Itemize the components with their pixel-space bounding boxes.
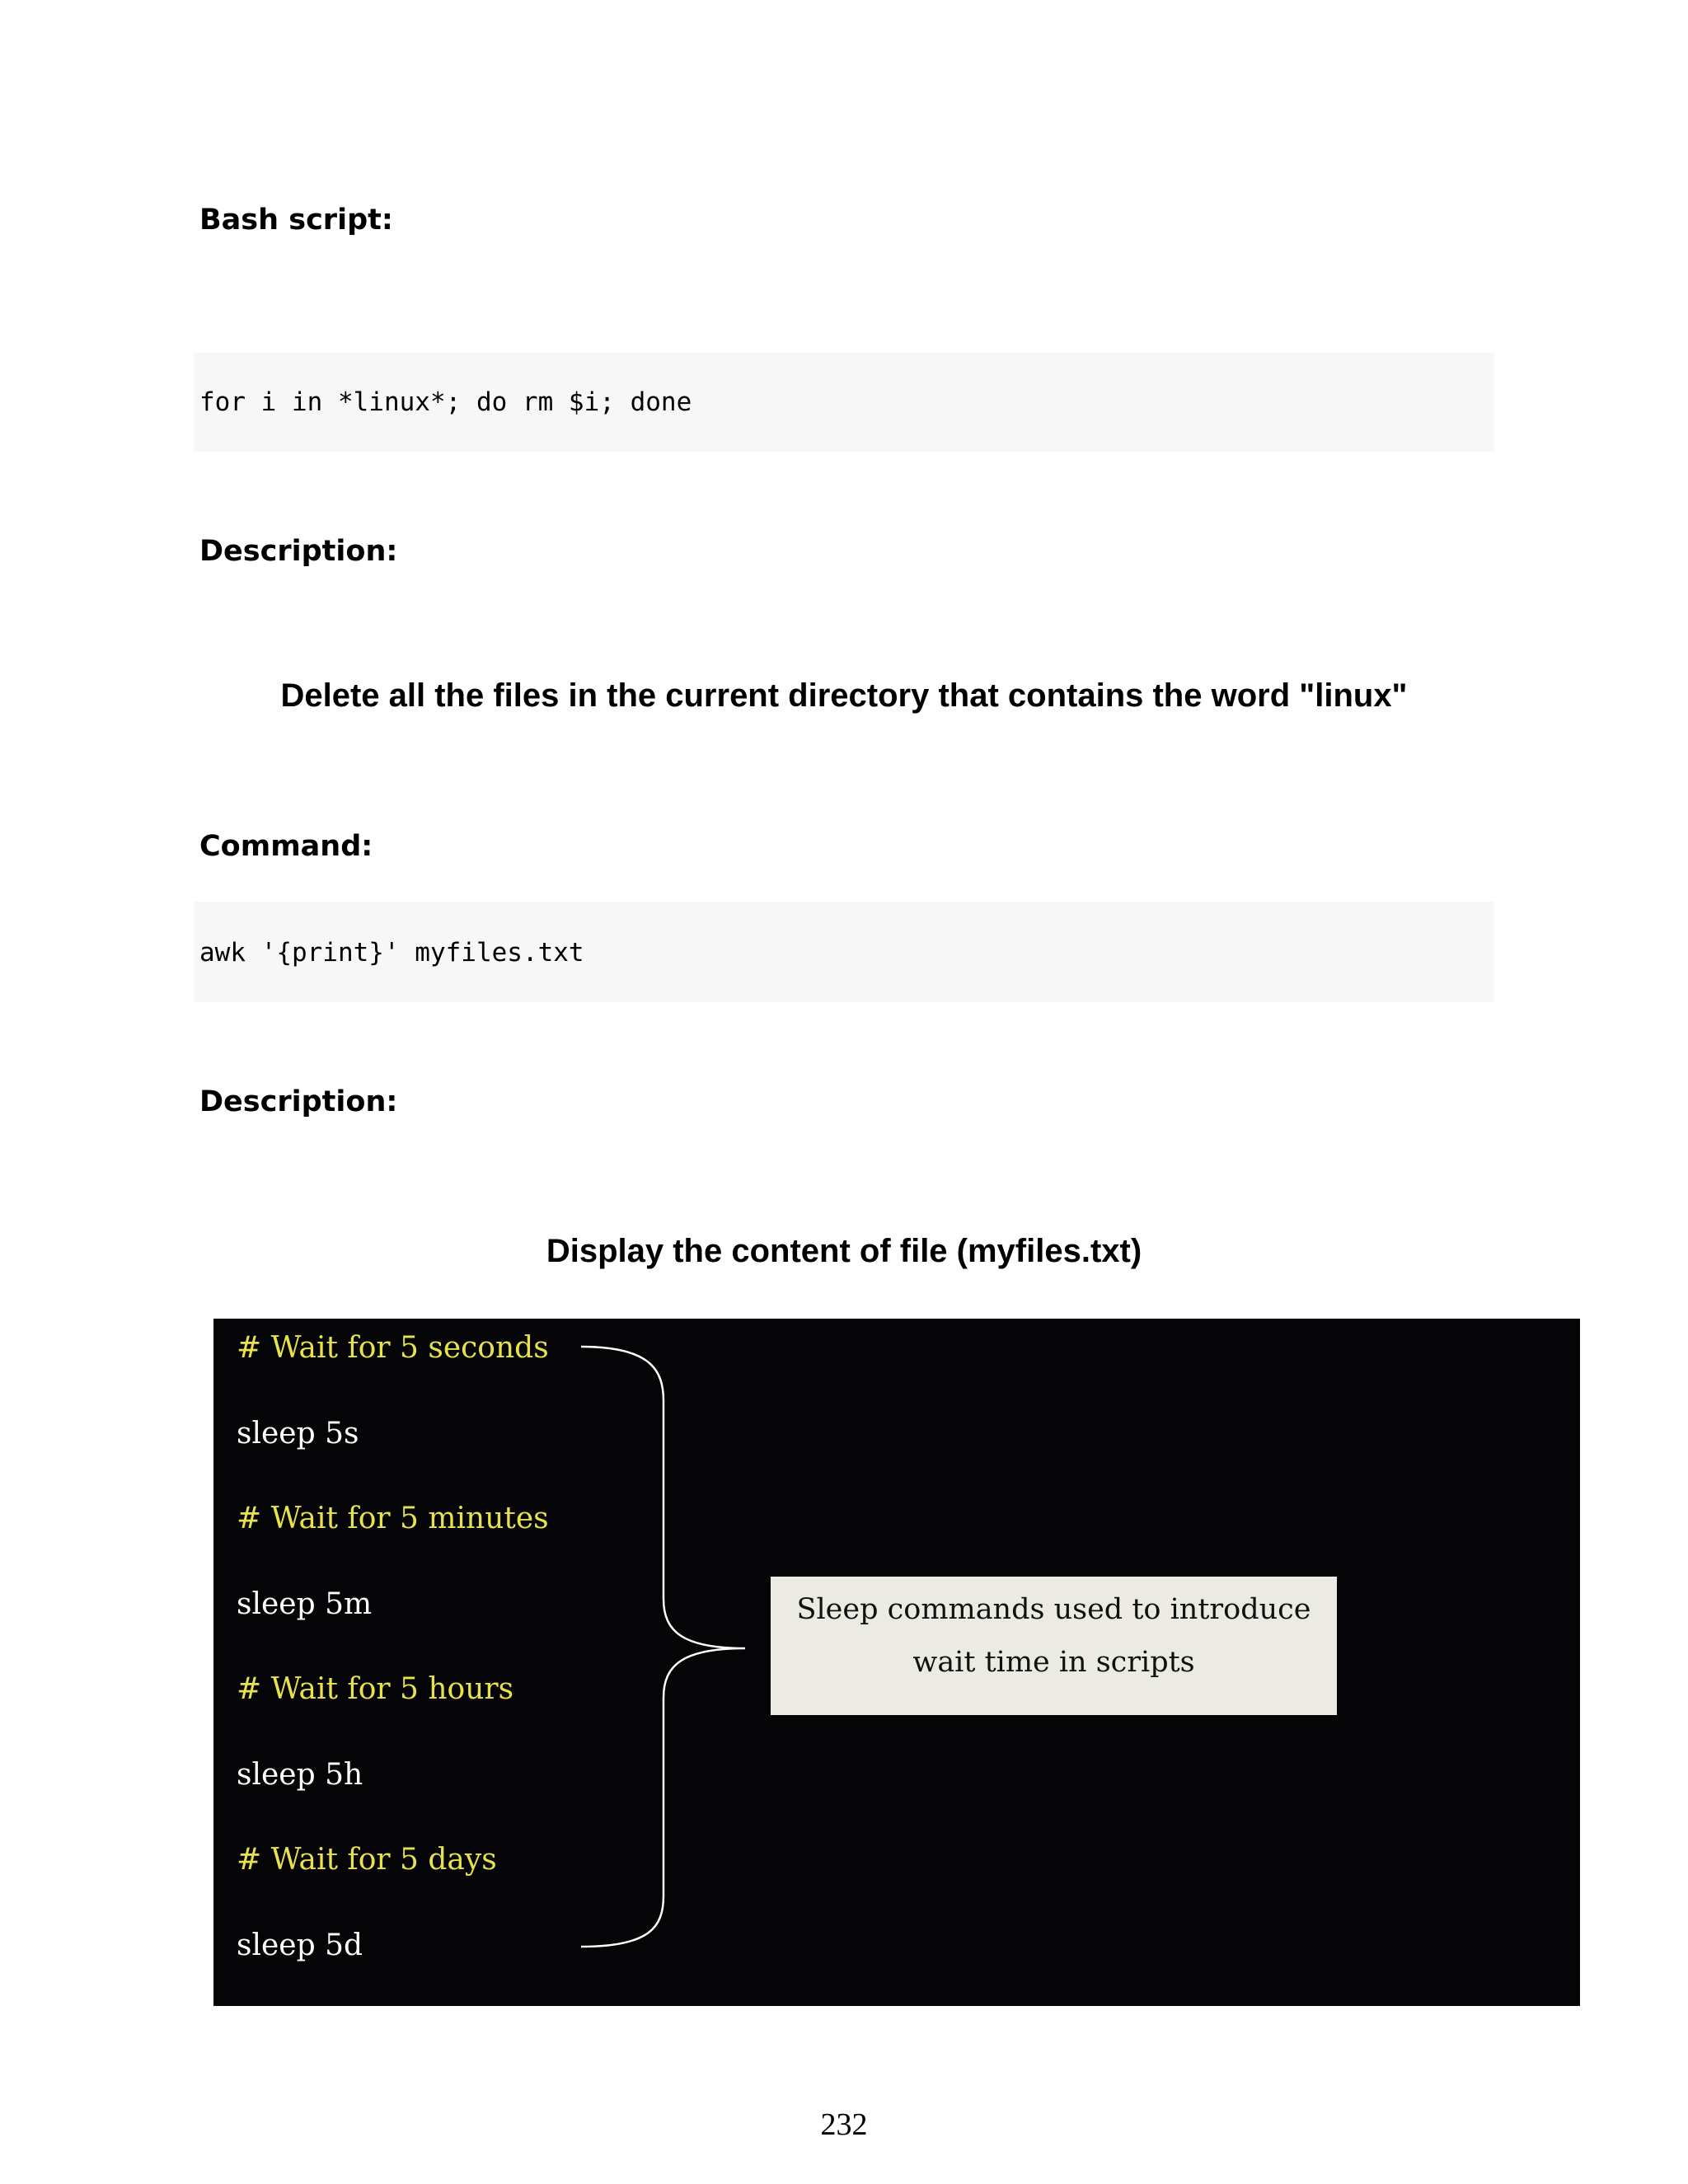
command-code-text: awk '{print}' myfiles.txt <box>199 938 584 968</box>
terminal-command-line: sleep 5m <box>237 1587 373 1621</box>
terminal-comment-line: # Wait for 5 hours <box>237 1672 514 1706</box>
command-code-block <box>194 902 1494 1002</box>
terminal-command-line: sleep 5s <box>237 1417 359 1451</box>
terminal-comment-line: # Wait for 5 seconds <box>237 1331 549 1365</box>
bash-code-block <box>194 353 1494 452</box>
bash-script-heading: Bash script: <box>199 204 393 237</box>
terminal-comment-line: # Wait for 5 minutes <box>237 1502 549 1535</box>
bash-code-text: for i in *linux*; do rm $i; done <box>199 387 692 417</box>
sleep-note-line-1: Sleep commands used to introduce <box>796 1593 1311 1626</box>
terminal-command-line: sleep 5d <box>237 1929 363 1962</box>
description-heading-2: Description: <box>199 1085 398 1118</box>
page-number: 232 <box>820 2107 868 2142</box>
description-text-2: Display the content of file (myfiles.txt) <box>546 1233 1142 1269</box>
terminal-comment-line: # Wait for 5 days <box>237 1843 497 1877</box>
sleep-note-box <box>771 1577 1337 1715</box>
terminal-command-line: sleep 5h <box>237 1758 363 1792</box>
command-heading: Command: <box>199 830 373 863</box>
sleep-note-line-2: wait time in scripts <box>912 1646 1195 1679</box>
description-text-1: Delete all the files in the current directory that contains the word "linux" <box>280 677 1408 714</box>
description-heading-1: Description: <box>199 535 398 568</box>
terminal-figure <box>213 1319 1580 2006</box>
